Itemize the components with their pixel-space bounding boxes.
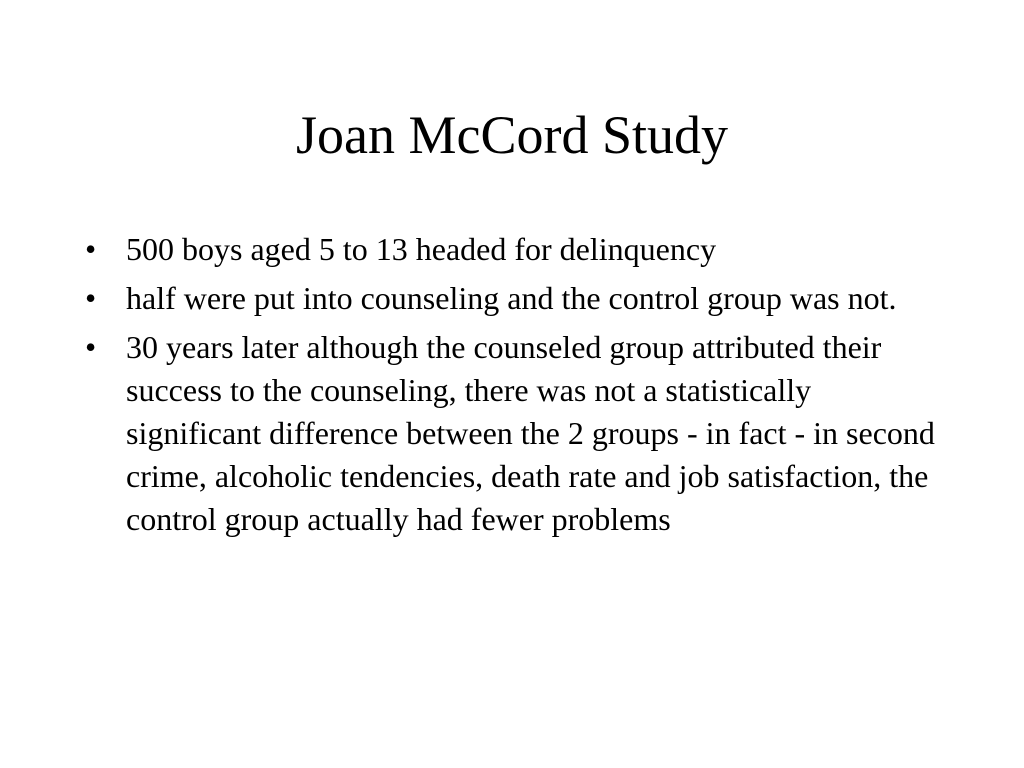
bullet-list xyxy=(85,228,935,547)
bullet-text: 30 years later although the counseled group attributed their success to the counseling, there was not a statistically significant difference between the 2 groups - in fact - in second crime, alcoholic tendencies, death rate and job satisfaction, the control group actually had fewer problems xyxy=(126,329,935,537)
bullet-item xyxy=(85,277,935,320)
bullet-item xyxy=(85,326,935,541)
bullet-text: half were put into counseling and the control group was not. xyxy=(126,280,897,316)
slide-title: Joan McCord Study xyxy=(296,105,728,165)
bullet-icon: • xyxy=(85,280,97,316)
bullet-item xyxy=(85,228,935,271)
bullet-icon: • xyxy=(85,231,97,267)
bullet-text: 500 boys aged 5 to 13 headed for delinquency xyxy=(126,231,717,267)
bullet-icon: • xyxy=(85,329,97,365)
